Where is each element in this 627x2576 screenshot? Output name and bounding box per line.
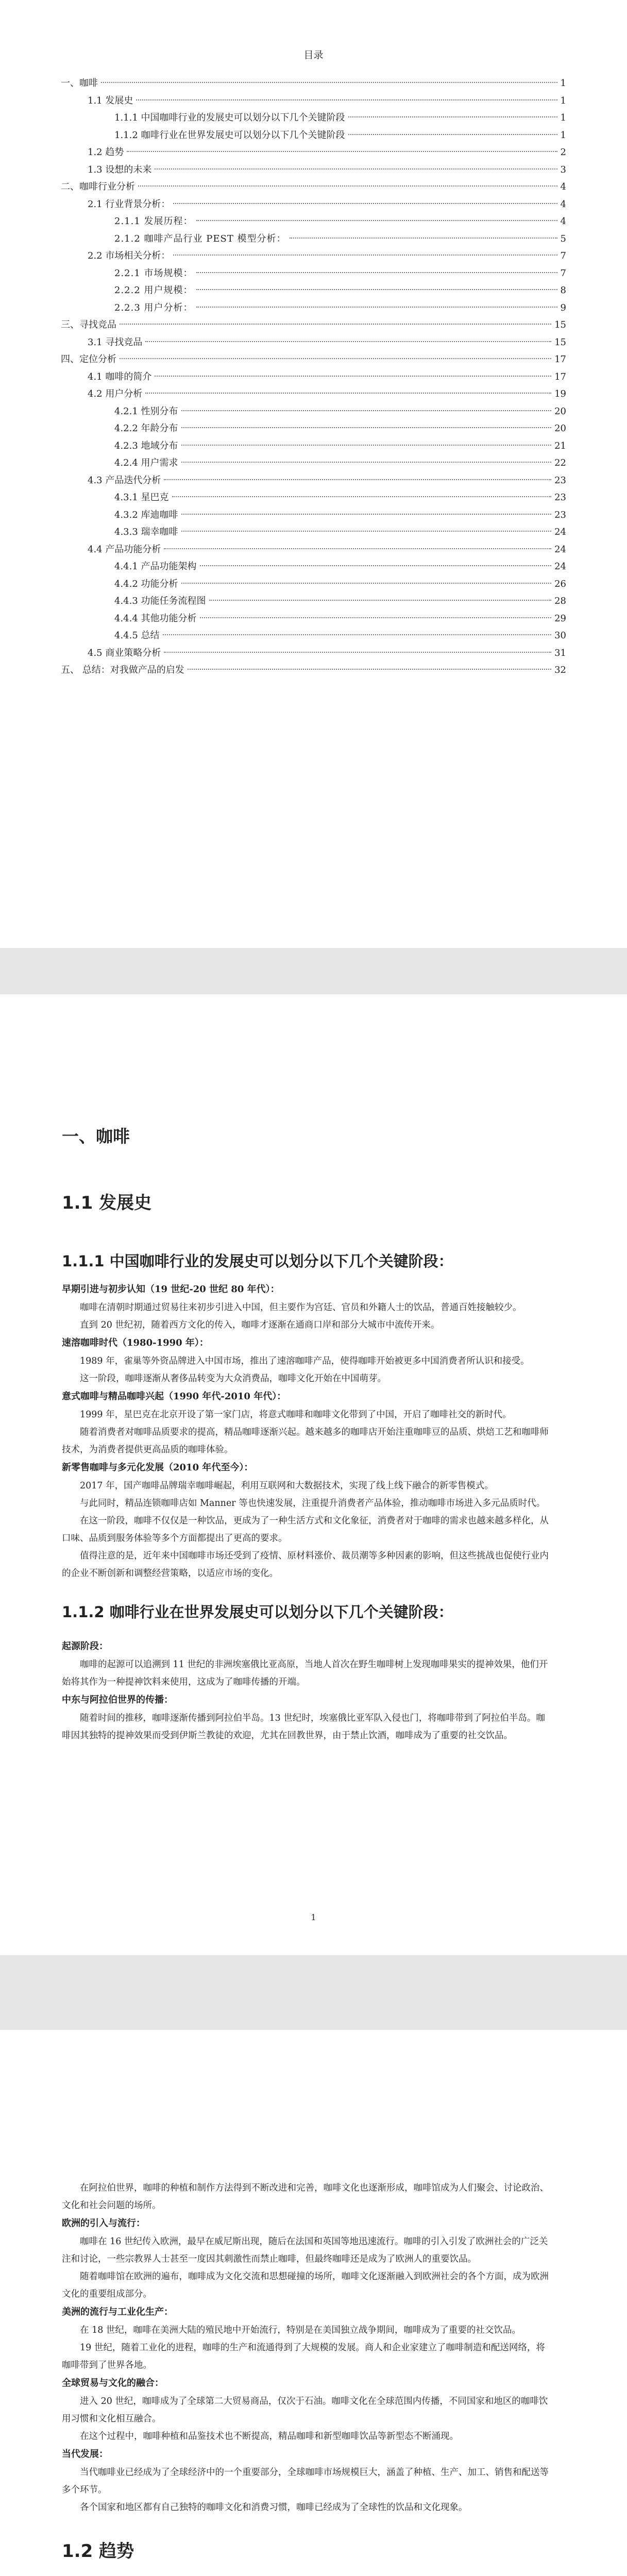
toc-entry-title: 1.1 发展史 xyxy=(88,95,133,106)
toc-entry-page: 17 xyxy=(554,371,566,382)
toc-entry-page: 1 xyxy=(560,95,566,106)
toc-entry[interactable] xyxy=(61,506,566,524)
paragraph: 咖啡在清朝时期通过贸易往来初步引进入中国，但主要作为宫廷、官员和外籍人士的饮品，普通百姓接触较少。 xyxy=(80,1302,522,1313)
toc-entry-title: 4.3 产品迭代分析 xyxy=(88,474,161,486)
toc-entry[interactable] xyxy=(61,282,566,299)
toc-leader-dots xyxy=(173,203,557,204)
toc-entry-title: 4.4.2 功能分析 xyxy=(114,578,178,589)
toc-entry-page: 4 xyxy=(560,198,566,210)
paragraph: 随着咖啡馆在欧洲的遍布，咖啡成为文化交流和思想碰撞的场所，咖啡文化逐渐融入到欧洲社会的各个方面，成为欧洲文化的重要组成部分。 xyxy=(62,2272,549,2299)
section-body xyxy=(62,1280,550,1582)
toc-entry[interactable] xyxy=(61,351,566,368)
paragraph xyxy=(62,2573,550,2576)
paragraph: 1989 年，雀巢等外资品牌进入中国市场，推出了速溶咖啡产品，使得咖啡开始被更多中国消费者所认识和接受。 xyxy=(80,1356,530,1366)
toc-entry-title: 4.3.2 库迪咖啡 xyxy=(114,509,178,520)
toc-entry-page: 15 xyxy=(554,319,566,330)
paragraph: 19 世纪，随着工业化的进程，咖啡的生产和流通得到了大规模的发展。商人和企业家建立了咖啡制造和配送网络，将咖啡带到了世界各地。 xyxy=(62,2343,545,2370)
toc-leader-dots xyxy=(145,393,551,394)
toc-entry-title: 4.2.2 年龄分布 xyxy=(114,423,178,434)
toc-entry-page: 17 xyxy=(554,354,566,365)
toc-entry-page: 7 xyxy=(560,267,566,279)
toc-entry-title: 4.3.1 星巴克 xyxy=(114,492,169,503)
toc-leader-dots xyxy=(209,600,552,601)
document-page-2 xyxy=(0,2030,627,2576)
toc-entry-page: 31 xyxy=(554,647,566,658)
paragraph: 1999 年，星巴克在北京开设了第一家门店，将意式咖啡和咖啡文化带到了中国，开启了咖啡社交的新时代。 xyxy=(80,1410,512,1420)
toc-entry-page: 2 xyxy=(560,147,566,158)
toc-leader-dots xyxy=(181,427,552,428)
toc-leader-dots xyxy=(196,272,557,273)
toc-entry-page: 23 xyxy=(554,474,566,486)
toc-entry[interactable] xyxy=(61,178,566,196)
toc-leader-dots xyxy=(181,514,552,515)
paragraph: 各个国家和地区都有自己独特的咖啡文化和消费习惯，咖啡已经成为了全球性的饮品和文化现象。 xyxy=(80,2502,468,2513)
toc-page xyxy=(0,0,627,948)
toc-leader-dots xyxy=(181,531,552,532)
toc-entry-page: 7 xyxy=(560,250,566,261)
toc-entry-title: 4.4.1 产品功能架构 xyxy=(114,561,197,572)
toc-leader-dots xyxy=(172,496,552,497)
toc-leader-dots xyxy=(163,634,552,635)
paragraph: 2017 年，国产咖啡品牌瑞幸咖啡崛起，利用互联网和大数据技术，实现了线上线下融合的新零售模式。 xyxy=(80,1481,494,1491)
toc-leader-dots xyxy=(196,289,557,290)
toc-entry[interactable] xyxy=(61,75,566,92)
toc-entry-title: 2.2.1 市场规模： xyxy=(114,267,193,279)
toc-entry[interactable] xyxy=(61,627,566,645)
toc-leader-dots xyxy=(145,341,551,342)
toc-entry-title: 五、 总结：对我做产品的启发 xyxy=(61,665,184,675)
toc-leader-dots xyxy=(181,462,552,463)
toc-entry-title: 2.2.2 用户规模： xyxy=(114,285,193,296)
toc-leader-dots xyxy=(348,116,557,117)
toc-entry-title: 2.2.3 用户分析： xyxy=(114,302,193,313)
toc-leader-dots xyxy=(164,479,551,480)
toc-entry[interactable] xyxy=(61,558,566,575)
toc-entry-page: 1 xyxy=(560,78,566,89)
toc-entry[interactable] xyxy=(61,592,566,610)
toc-leader-dots xyxy=(200,617,552,618)
subsection-heading: 当代发展： xyxy=(62,2449,108,2460)
heading-1-2: 1.2 趋势 xyxy=(62,2541,134,2562)
subsection-heading: 全球贸易与文化的融合： xyxy=(62,2378,164,2388)
toc-entry-page: 4 xyxy=(560,181,566,192)
toc-entry-title: 2.2 市场相关分析： xyxy=(88,250,171,261)
subsection-heading: 新零售咖啡与多元化发展（2010 年代至今）： xyxy=(62,1462,253,1473)
toc-leader-dots xyxy=(164,652,551,653)
subsection-heading: 中东与阿拉伯世界的传播： xyxy=(62,1694,173,1705)
toc-entry[interactable] xyxy=(61,92,566,110)
paragraph: 咖啡的起源可以追溯到 11 世纪的非洲埃塞俄比亚高原，当地人首次在野生咖啡树上发现咖啡果实的提神效果，他们开始将其作为一种提神饮料来使用，这成为了咖啡传播的开端。 xyxy=(62,1659,548,1687)
toc-entry[interactable] xyxy=(61,645,566,662)
toc-entry[interactable] xyxy=(61,420,566,437)
paragraph: 在阿拉伯世界，咖啡的种植和制作方法得到不断改进和完善，咖啡文化也逐渐形成，咖啡馆成为人们聚会、讨论政治、文化和社会问题的场所。 xyxy=(62,2183,549,2211)
heading-1-1: 1.1 发展史 xyxy=(62,1193,152,1213)
paragraph: 这一阶段，咖啡逐渐从奢侈品转变为大众消费品，咖啡文化开始在中国萌芽。 xyxy=(80,1374,386,1384)
toc-entry[interactable] xyxy=(61,213,566,230)
paragraph: 进入 20 世纪，咖啡成为了全球第二大贸易商品，仅次于石油。咖啡文化在全球范围内传播，不同国家和地区的咖啡饮用习惯和文化相互融合。 xyxy=(62,2396,548,2424)
paragraph: 与此同时，精品连锁咖啡店如 Manner 等也快速发展，注重提升消费者产品体验，推动咖啡市场进入多元品质时代。 xyxy=(80,1498,546,1509)
toc-entry-title: 2.1.2 咖啡产品行业 PEST 模型分析： xyxy=(114,233,286,244)
toc-entry-title: 2.1 行业背景分析： xyxy=(88,198,171,210)
document-page-1 xyxy=(0,994,627,1955)
toc-entry-page: 22 xyxy=(554,457,566,468)
toc-entry-page: 19 xyxy=(554,388,566,399)
toc-leader-dots xyxy=(136,99,557,100)
toc-entry[interactable] xyxy=(61,437,566,455)
toc-entry-title: 1.1.2 咖啡行业在世界发展史可以划分以下几个关键阶段 xyxy=(114,129,345,141)
toc-entry[interactable] xyxy=(61,161,566,179)
toc-leader-dots xyxy=(164,548,551,549)
toc-entry[interactable] xyxy=(61,265,566,282)
toc-entry-title: 3.1 寻找竞品 xyxy=(88,336,143,348)
toc-entry-title: 4.2.1 性别分布 xyxy=(114,405,178,417)
toc-leader-dots xyxy=(120,358,551,359)
toc-leader-dots xyxy=(181,583,552,584)
toc-entry-page: 30 xyxy=(554,630,566,641)
toc-entry-title: 四、定位分析 xyxy=(61,354,116,365)
toc-entry-page: 23 xyxy=(554,509,566,520)
toc-entry[interactable] xyxy=(61,316,566,334)
toc-entry-page: 4 xyxy=(560,216,566,227)
toc-entry-page: 1 xyxy=(560,112,566,123)
toc-leader-dots xyxy=(290,238,557,239)
toc-entry-page: 24 xyxy=(554,527,566,537)
toc-leader-dots xyxy=(155,376,551,377)
toc-leader-dots xyxy=(173,255,557,256)
toc-entry-page: 5 xyxy=(560,233,566,244)
toc-entry-title: 4.4.3 功能任务流程图 xyxy=(114,596,206,606)
page-gap xyxy=(0,1955,627,2030)
paragraph: 值得注意的是，近年来中国咖啡市场还受到了疫情、原材料涨价、裁员潮等多种因素的影响，但这些挑战也促使行业内的企业不断创新和调整经营策略，以适应市场的变化。 xyxy=(62,1551,549,1579)
toc-entry-page: 23 xyxy=(554,492,566,503)
toc-title: 目录 xyxy=(303,49,324,61)
heading-1-1-1: 1.1.1 中国咖啡行业的发展史可以划分以下几个关键阶段： xyxy=(62,1252,453,1270)
paragraph: 在这一阶段，咖啡不仅仅是一种饮品，更成为了一种生活方式和文化象征，消费者对于咖啡的需求也越来越多样化，从口味、品质到服务体验等多个方面都提出了更高的要求。 xyxy=(62,1516,549,1544)
toc-entry-title: 4.2.3 地域分布 xyxy=(114,440,178,451)
paragraph: 在这个过程中，咖啡种植和品鉴技术也不断提高，精品咖啡和新型咖啡饮品等新型态不断涌现。 xyxy=(80,2431,459,2442)
toc-entry[interactable] xyxy=(61,454,566,472)
toc-entry[interactable] xyxy=(61,575,566,593)
toc-entry-title: 4.3.3 瑞幸咖啡 xyxy=(114,527,178,537)
heading-1: 一、咖啡 xyxy=(62,1126,130,1146)
toc-entry[interactable] xyxy=(61,230,566,248)
toc-entry[interactable] xyxy=(61,368,566,386)
toc-entry-page: 21 xyxy=(554,440,566,451)
toc-entry[interactable] xyxy=(61,299,566,317)
toc-entry-title: 4.4.5 总结 xyxy=(114,630,160,641)
subsection-heading: 美洲的流行与工业化生产： xyxy=(62,2307,173,2317)
toc-leader-dots xyxy=(181,410,552,411)
toc-entry[interactable] xyxy=(61,247,566,265)
toc-entry-page: 28 xyxy=(554,596,566,606)
toc-entry-page: 32 xyxy=(554,665,566,675)
toc-leader-dots xyxy=(348,134,557,135)
paragraph: 随着消费者对咖啡品质要求的提高，精品咖啡逐渐兴起。越来越多的咖啡店开始注重咖啡豆的品质、烘焙工艺和咖啡师技术，为消费者提供更高品质的咖啡体验。 xyxy=(62,1427,549,1455)
toc-entry-page: 8 xyxy=(560,285,566,296)
toc-entry[interactable] xyxy=(61,541,566,558)
toc-leader-dots xyxy=(188,669,551,670)
section-body xyxy=(62,2179,550,2516)
toc-entry-page: 24 xyxy=(554,544,566,555)
toc-entry[interactable] xyxy=(61,403,566,420)
toc-entry[interactable] xyxy=(61,144,566,161)
paragraph: 当代咖啡业已经成为了全球经济中的一个重要部分，全球咖啡市场规模巨大，涵盖了种植、生产、加工、销售和配送等多个环节。 xyxy=(62,2467,549,2495)
toc-entry-title: 2.1.1 发展历程： xyxy=(114,216,193,227)
toc-entry-page: 29 xyxy=(554,613,566,624)
toc-entry-page: 1 xyxy=(560,129,566,141)
section-body xyxy=(62,2573,550,2576)
toc-entry-page: 3 xyxy=(560,164,566,175)
toc-entry[interactable] xyxy=(61,334,566,351)
toc-entry-title: 4.4.4 其他功能分析 xyxy=(114,613,197,624)
paragraph: 咖啡在 16 世纪传入欧洲，最早在威尼斯出现，随后在法国和英国等地迅速流行。咖啡的引入引发了欧洲社会的广泛关注和讨论，一些宗教界人士甚至一度因其刺激性而禁止咖啡，但最终咖啡还是成为了欧洲人的重要饮品。 xyxy=(62,2236,548,2264)
toc-entry[interactable] xyxy=(61,196,566,213)
toc-entry-title: 4.4 产品功能分析 xyxy=(88,544,161,555)
section-body xyxy=(62,1637,550,1744)
paragraph: 直到 20 世纪初，随着西方文化的传入，咖啡才逐渐在通商口岸和部分大城市中流传开来。 xyxy=(80,1320,440,1330)
subsection-heading: 欧洲的引入与流行： xyxy=(62,2218,145,2229)
toc-entry-title: 二、咖啡行业分析 xyxy=(61,181,135,192)
toc-entry-page: 24 xyxy=(554,561,566,572)
toc-entry[interactable] xyxy=(61,662,566,679)
paragraph: 在 18 世纪，咖啡在美洲大陆的殖民地中开始流行，特别是在美国独立战争期间，咖啡成为了重要的社交饮品。 xyxy=(80,2325,521,2335)
toc-entry-title: 4.2.4 用户需求 xyxy=(114,457,178,468)
toc-leader-dots xyxy=(138,185,557,187)
toc-entry[interactable] xyxy=(61,472,566,489)
toc-leader-dots xyxy=(155,168,557,170)
page-number: 1 xyxy=(311,1912,316,1922)
paragraph: 随着时间的推移，咖啡逐渐传播到阿拉伯半岛。13 世纪时，埃塞俄比亚军队入侵也门，将咖啡带到了阿拉伯半岛。咖啡因其独特的提神效果而受到伊斯兰教徒的欢迎，尤其在回教世界，由于禁止饮酒，咖啡成为了重要的社交饮品。 xyxy=(62,1713,545,1741)
subsection-heading: 意式咖啡与精品咖啡兴起（1990 年代-2010 年代）： xyxy=(62,1391,286,1402)
toc-entry-title: 1.2 趋势 xyxy=(88,147,124,158)
toc-leader-dots xyxy=(127,151,557,152)
toc-entry-title: 4.2 用户分析 xyxy=(88,388,143,399)
heading-1-1-2: 1.1.2 咖啡行业在世界发展史可以划分以下几个关键阶段： xyxy=(62,1603,453,1621)
page-gap xyxy=(0,948,627,994)
subsection-heading: 速溶咖啡时代（1980-1990 年）： xyxy=(62,1337,209,1348)
toc-entry[interactable] xyxy=(61,523,566,541)
toc-leader-dots xyxy=(181,445,552,446)
toc-entry-page: 20 xyxy=(554,405,566,417)
subsection-heading: 早期引进与初步认知（19 世纪-20 世纪 80 年代）： xyxy=(62,1284,280,1295)
toc-entry-page: 26 xyxy=(554,578,566,589)
toc-list xyxy=(61,75,566,679)
toc-entry-title: 三、寻找竞品 xyxy=(61,319,116,330)
toc-leader-dots xyxy=(120,324,551,325)
toc-entry-title: 4.1 咖啡的简介 xyxy=(88,371,152,382)
toc-entry[interactable] xyxy=(61,385,566,403)
toc-leader-dots xyxy=(196,307,557,308)
toc-entry[interactable] xyxy=(61,610,566,628)
toc-entry-title: 1.1.1 中国咖啡行业的发展史可以划分以下几个关键阶段 xyxy=(114,112,345,123)
toc-entry-page: 9 xyxy=(560,302,566,313)
toc-entry-page: 20 xyxy=(554,423,566,434)
toc-entry-title: 1.3 设想的未来 xyxy=(88,164,152,175)
toc-leader-dots xyxy=(196,220,557,221)
toc-leader-dots xyxy=(200,565,552,566)
toc-leader-dots xyxy=(101,82,557,83)
toc-entry[interactable] xyxy=(61,109,566,127)
toc-entry[interactable] xyxy=(61,489,566,506)
toc-entry[interactable] xyxy=(61,127,566,144)
toc-entry-title: 4.5 商业策略分析 xyxy=(88,647,161,658)
toc-entry-title: 一、咖啡 xyxy=(61,78,98,89)
toc-entry-page: 15 xyxy=(554,336,566,348)
subsection-heading: 起源阶段： xyxy=(62,1641,108,1652)
